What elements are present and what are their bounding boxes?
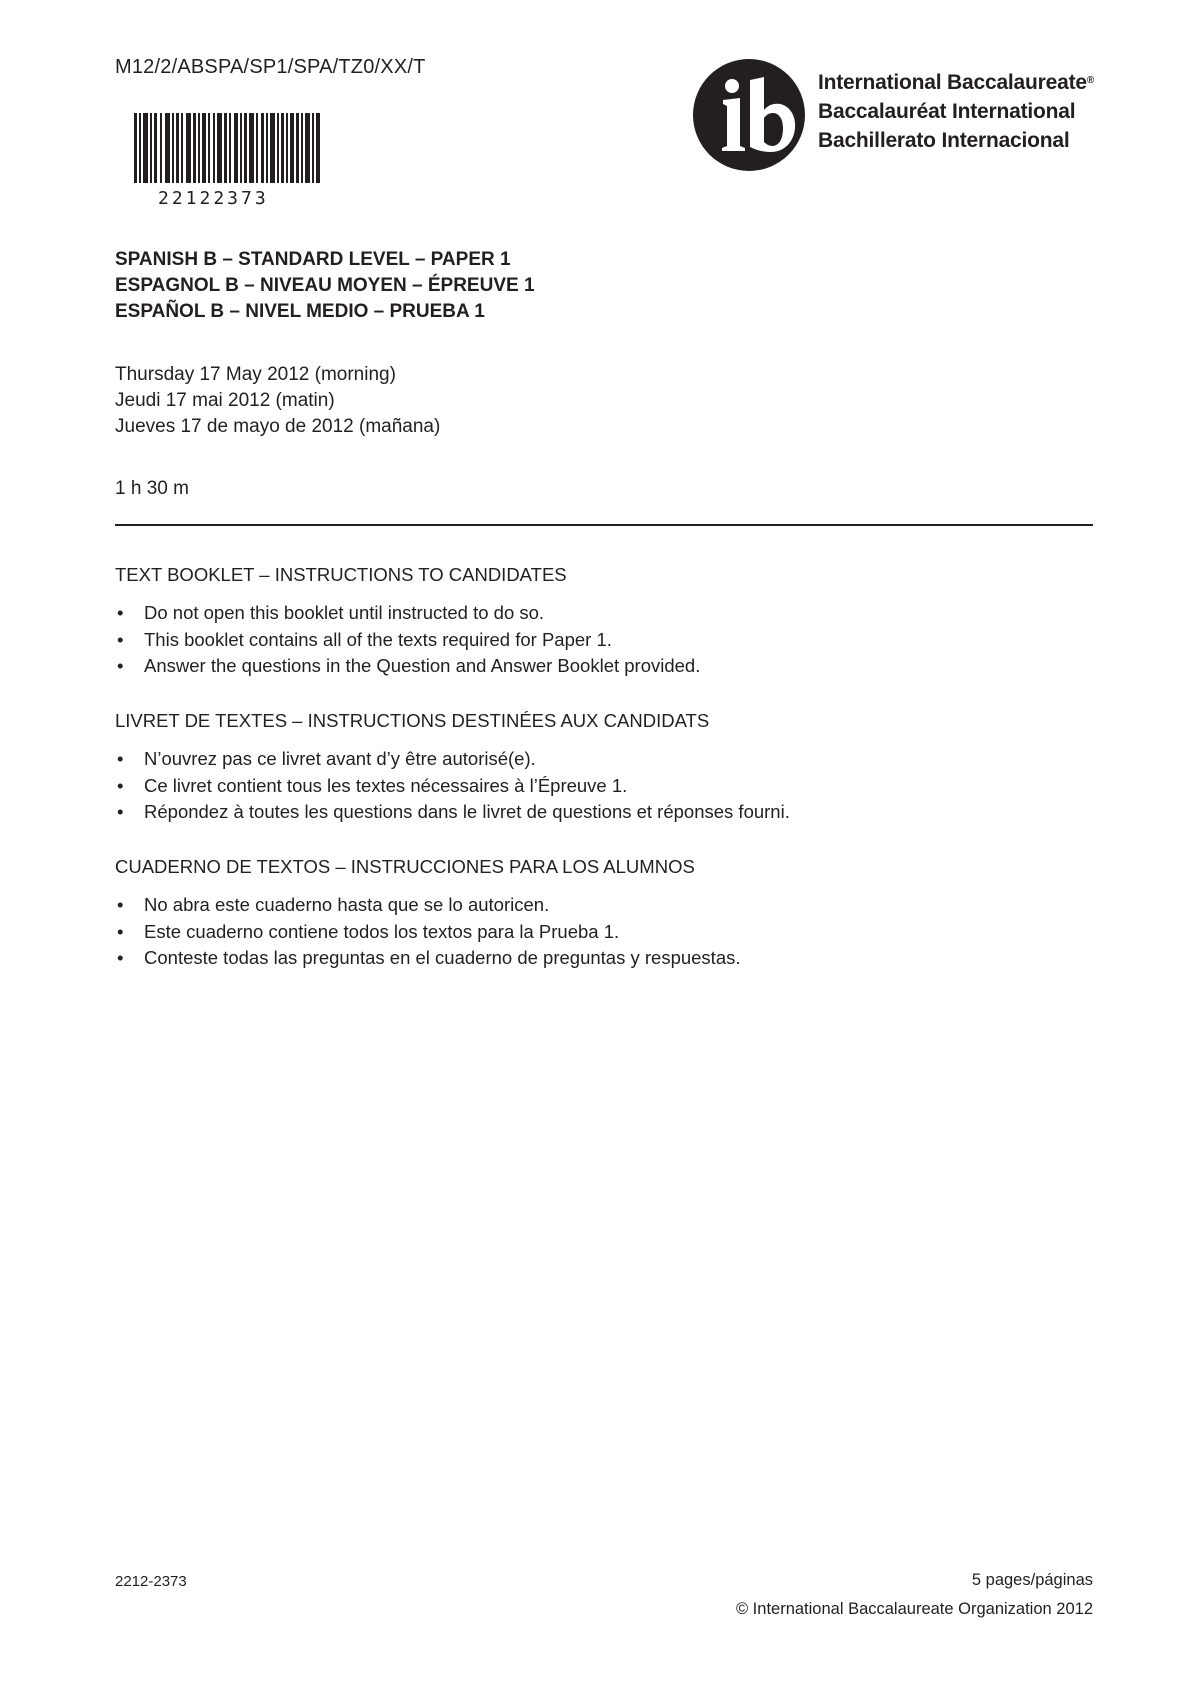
section-heading: TEXT BOOKLET – INSTRUCTIONS TO CANDIDATES bbox=[115, 564, 567, 585]
bullet-icon: • bbox=[117, 920, 124, 942]
bullet-icon: • bbox=[117, 947, 124, 968]
list-item-text: N’ouvrez pas ce livret avant d’y être autorisé(e). bbox=[144, 748, 536, 769]
exam-duration: 1 h 30 m bbox=[115, 478, 189, 499]
bullet-icon: • bbox=[117, 748, 124, 769]
list-item-text: Do not open this booklet until instructed to do so. bbox=[144, 602, 545, 623]
exam-titles bbox=[115, 247, 535, 325]
list-item-text: Conteste todas las preguntas en el cuaderno de preguntas y respuestas. bbox=[144, 947, 741, 968]
list-item bbox=[115, 799, 1095, 826]
reference-code: M12/2/ABSPA/SP1/SPA/TZ0/XX/T bbox=[115, 56, 426, 78]
page-count: 5 pages/páginas bbox=[971, 1571, 1093, 1589]
instructions-english bbox=[115, 564, 1095, 680]
ib-logo-icon bbox=[692, 58, 806, 172]
exam-dates bbox=[115, 362, 440, 440]
list-item bbox=[115, 653, 1095, 680]
bullet-icon: • bbox=[117, 894, 124, 915]
logo-line-english bbox=[818, 68, 1094, 97]
list-item-text: This booklet contains all of the texts required for Paper 1. bbox=[144, 628, 612, 650]
bullet-icon: • bbox=[117, 774, 124, 796]
title-french: ESPAGNOL B – NIVEAU MOYEN – ÉPREUVE 1 bbox=[115, 275, 535, 296]
horizontal-divider bbox=[115, 524, 1093, 526]
list-item-text: Répondez à toutes les questions dans le livret de questions et réponses fourni. bbox=[144, 801, 790, 822]
date-spanish: Jueves 17 de mayo de 2012 (mañana) bbox=[115, 416, 441, 437]
ib-logo-text bbox=[818, 68, 1094, 155]
list-item bbox=[115, 773, 1095, 800]
title-spanish: ESPAÑOL B – NIVEL MEDIO – PRUEBA 1 bbox=[115, 301, 485, 322]
instructions-french bbox=[115, 710, 1095, 826]
copyright-notice: © International Baccalaureate Organization 2012 bbox=[735, 1600, 1093, 1618]
instruction-list bbox=[115, 892, 1095, 972]
title-english: SPANISH B – STANDARD LEVEL – PAPER 1 bbox=[115, 249, 511, 270]
list-item bbox=[115, 600, 1095, 627]
logo-line-french: Baccalauréat International bbox=[818, 100, 1076, 123]
registered-mark: ® bbox=[1086, 75, 1095, 86]
list-item bbox=[115, 919, 1095, 946]
date-english: Thursday 17 May 2012 (morning) bbox=[115, 364, 396, 385]
bullet-icon: • bbox=[117, 628, 124, 650]
bullet-icon: • bbox=[117, 602, 124, 623]
barcode-number: 22122373 bbox=[158, 188, 269, 209]
footer-code: 2212-2373 bbox=[115, 1573, 187, 1590]
list-item-text: Ce livret contient tous les textes nécessaires à l’Épreuve 1. bbox=[144, 774, 628, 796]
section-heading: LIVRET DE TEXTES – INSTRUCTIONS DESTINÉES AUX CANDIDATS bbox=[115, 710, 710, 731]
list-item-text: No abra este cuaderno hasta que se lo autoricen. bbox=[144, 894, 550, 915]
list-item bbox=[115, 945, 1095, 972]
instruction-list bbox=[115, 600, 1095, 680]
barcode-icon bbox=[134, 113, 320, 183]
date-french: Jeudi 17 mai 2012 (matin) bbox=[115, 390, 335, 411]
list-item-text: Answer the questions in the Question and Answer Booklet provided. bbox=[144, 655, 701, 676]
bullet-icon: • bbox=[117, 655, 124, 676]
bullet-icon: • bbox=[117, 801, 124, 822]
list-item bbox=[115, 892, 1095, 919]
logo-line-english-text: International Baccalaureate bbox=[818, 71, 1087, 94]
list-item-text: Este cuaderno contiene todos los textos para la Prueba 1. bbox=[144, 920, 620, 942]
instructions-spanish bbox=[115, 856, 1095, 972]
list-item bbox=[115, 627, 1095, 654]
section-heading: CUADERNO DE TEXTOS – INSTRUCCIONES PARA LOS ALUMNOS bbox=[115, 856, 695, 877]
logo-line-spanish: Bachillerato Internacional bbox=[818, 129, 1070, 152]
instruction-list bbox=[115, 746, 1095, 826]
list-item bbox=[115, 746, 1095, 773]
